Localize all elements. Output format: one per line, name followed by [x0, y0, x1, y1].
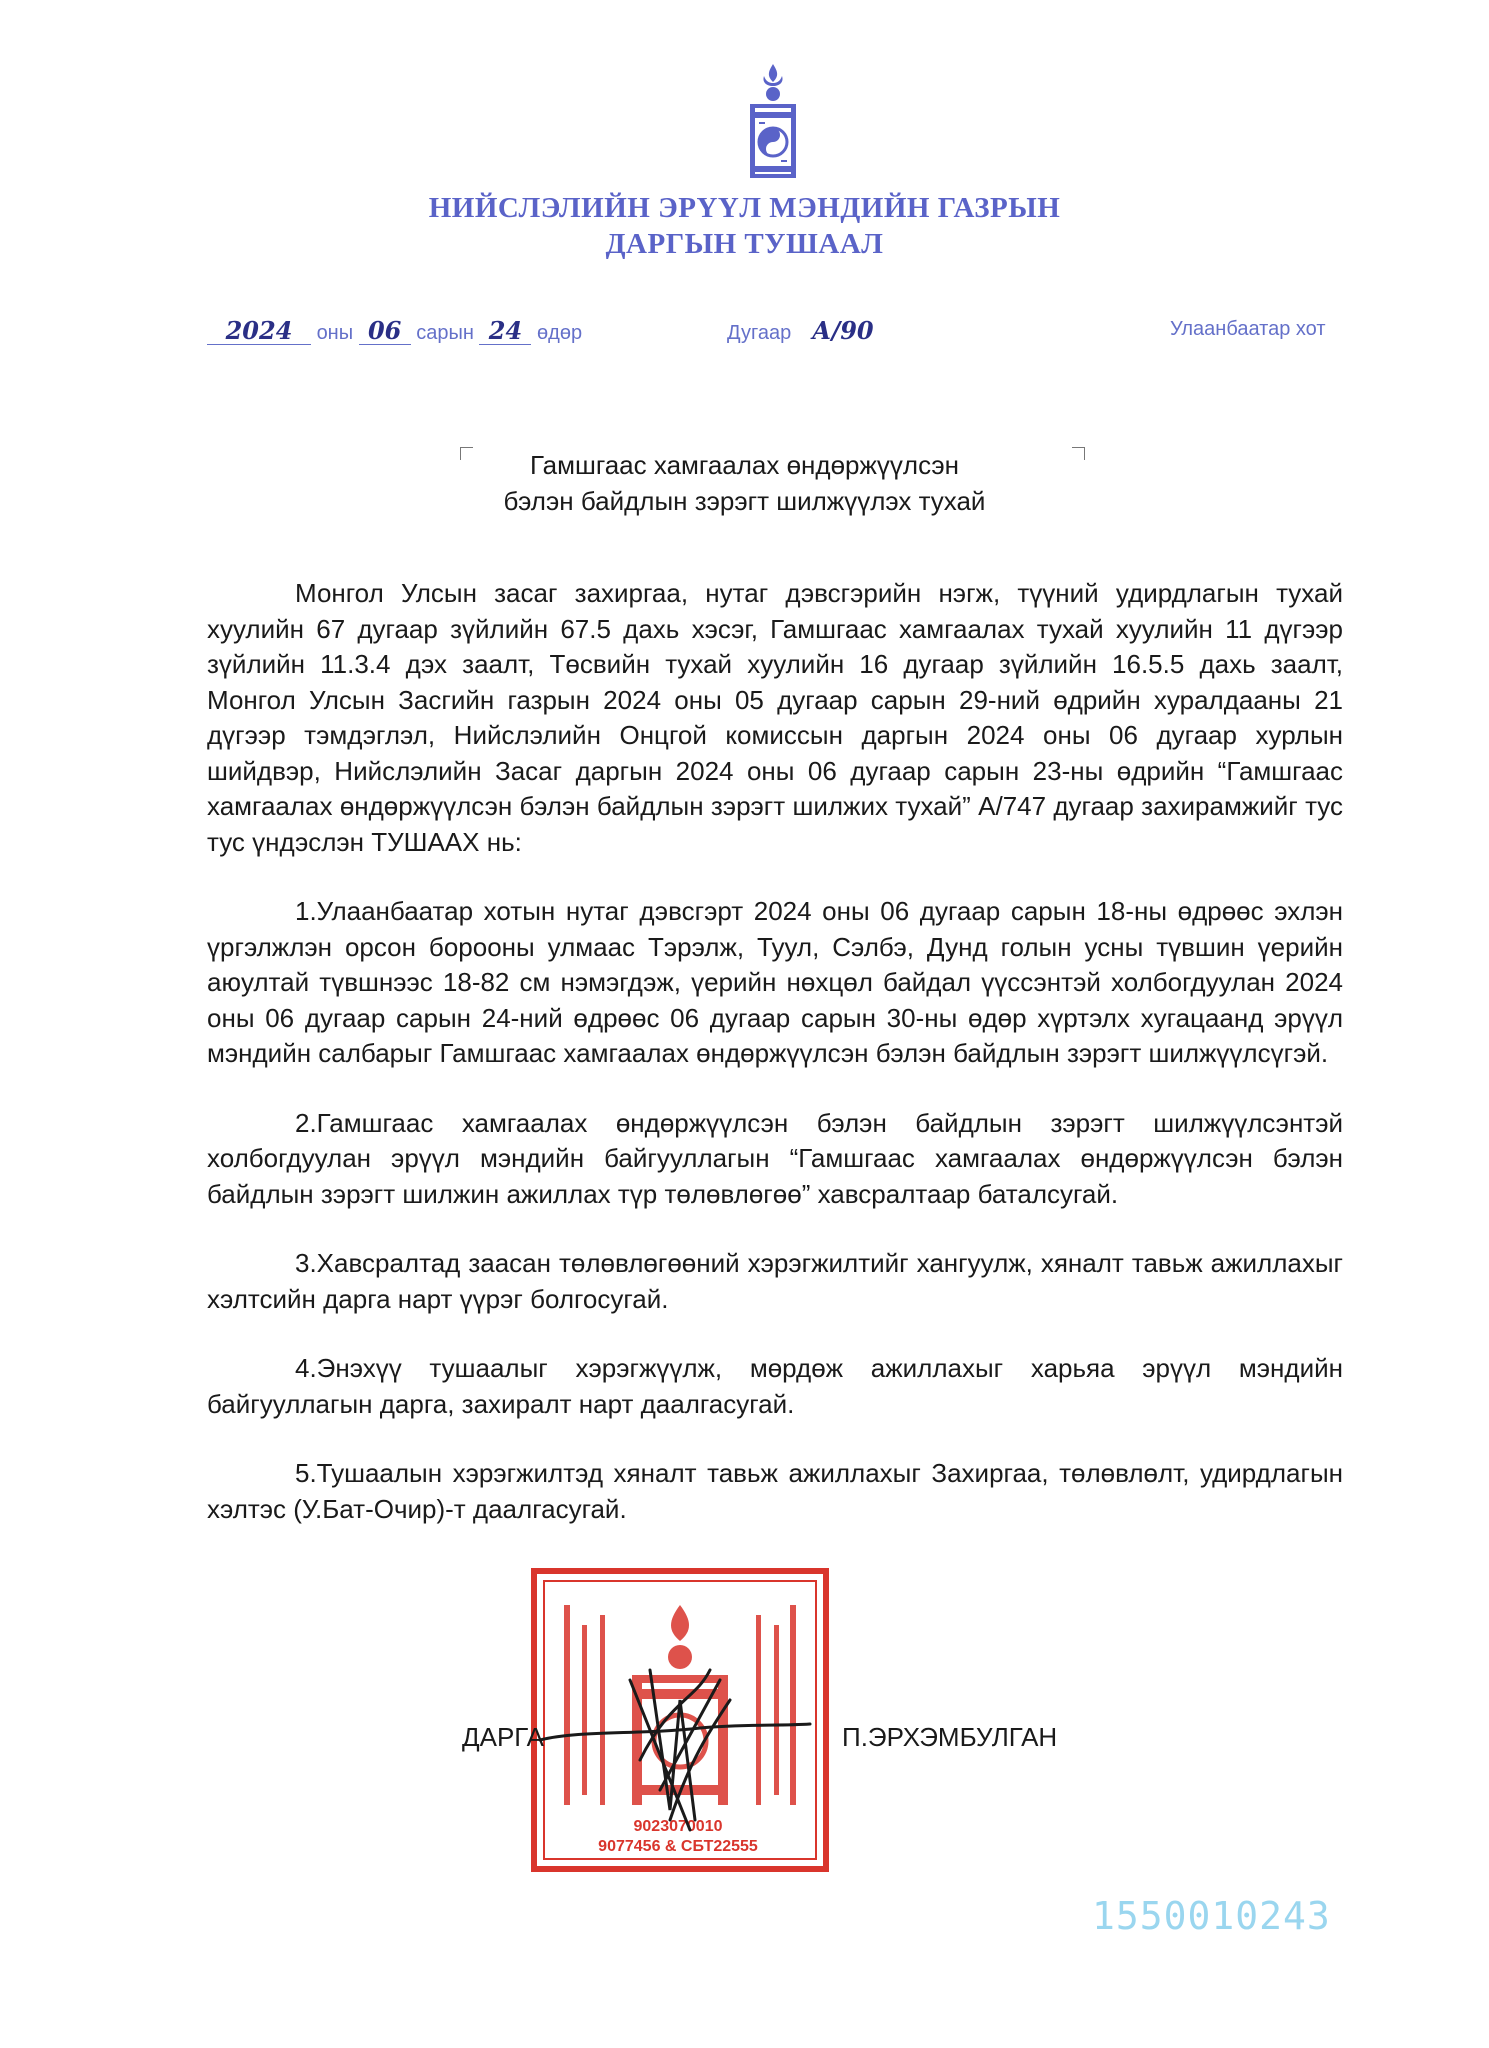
preamble-paragraph: Монгол Улсын засаг захиргаа, нутаг дэвсгэрийн нэгж, түүний удирдлагын тухай хуулийн 67 дугаар зүйлийн 67.5 дахь хэсэг, Гамшгаас хамгаалах тухай хуулийн 11 дүгээр зүйлийн 11.3.4 дэх заалт, Төсвийн тухай хуулийн 16 дугаар зүйлийн 16.5.5 дахь заалт, Монгол Улсын Засгийн газрын 2024 оны 05 дугаар сарын 29-ний өдрийн хуралдааны 21 дүгээр тэмдэглэл, Нийслэлийн Онцгой комиссын даргын 2024 оны 06 дугаар хурлын шийдвэр, Нийслэлийн Засаг даргын 2024 оны 06 дугаар сарын 23-ны өдрийн “Гамшгаас хамгаалах өндөржүүлсэн бэлэн байдлын зэрэгт шилжих тухай” А/747 дугаар захирамжийг тус тус үндэслэн ТУШААХ нь:: [207, 578, 1343, 857]
stamp-code-2: 9077456 & СБТ22555: [598, 1838, 758, 1855]
order-item-1: 1.Улаанбаатар хотын нутаг дэвсгэрт 2024 оны 06 дугаар сарын 18-ны өдрөөс эхлэн үргэлжлэн орсон борооны улмаас Тэрэлж, Туул, Сэлбэ, Дунд голын усны түвшин үерийн аюултай түвшнээс 18-82 см нэмэгдэж, үерийн нөхцөл байдал үүссэнтэй холбогдуулан 2024 оны 06 дугаар сарын 24-ний өдрөөс 06 дугаар сарын 30-ны өдөр хүртэлх хугацаанд эрүүл мэндийн салбарыг Гамшгаас хамгаалах өндөржүүлсэн бэлэн байдлын зэрэгт шилжүүлсүгэй.: [207, 896, 1343, 1068]
date-line: [207, 318, 582, 345]
subject-line2: бэлэн байдлын зэрэгт шилжүүлэх тухай: [503, 486, 986, 516]
signer-name: П.ЭРХЭМБУЛГАН: [842, 1722, 1058, 1752]
order-number-label: Дугаар: [727, 322, 792, 344]
subject-line1: Гамшгаас хамгаалах өндөржүүлсэн: [530, 450, 959, 480]
stamp-code-1: 9023070010: [633, 1818, 723, 1835]
order-item-2: 2.Гамшгаас хамгаалах өндөржүүлсэн бэлэн байдлын зэрэгт шилжүүлсэнтэй холбогдуулан эрүүл мэндийн байгууллагын “Гамшгаас хамгаалах өндөржүүлсэн бэлэн байдлын зэрэгт шилжин ажиллах түр төлөвлөгөө” хавсралтаар баталсугай.: [207, 1107, 1343, 1209]
order-number-line: [727, 318, 889, 345]
signer-title: ДАРГА: [462, 1722, 544, 1752]
date-month-suffix: сарын: [416, 322, 474, 344]
city-label: Улаанбаатар хот: [1170, 318, 1326, 340]
handwritten-signature-icon: [520, 1640, 820, 1840]
date-month: 06: [359, 318, 411, 345]
order-number: А/90: [811, 316, 874, 345]
date-day: 24: [479, 318, 531, 345]
date-year-suffix: оны: [316, 322, 354, 344]
order-item-5: 5.Тушаалын хэрэгжилтэд хяналт тавьж ажиллахыг Захиргаа, төлөвлөлт, удирдлагын хэлтэс (У.Бат-Очир)-т даалгасугай.: [207, 1458, 1343, 1524]
order-body: [207, 576, 1343, 1527]
soyombo-emblem-icon: [740, 62, 806, 182]
org-title-line2: ДАРГЫН ТУШААЛ: [605, 228, 884, 260]
date-year: 2024: [207, 318, 311, 345]
date-day-suffix: өдөр: [537, 322, 583, 344]
document-serial-number: 1550010243: [1092, 1894, 1331, 1938]
order-item-3: 3.Хавсралтад заасан төлөвлөгөөний хэрэгжилтийг хангуулж, хяналт тавьж ажиллахыг хэлтсийн дарга нарт үүрэг болгосугай.: [207, 1248, 1343, 1314]
order-item-4: 4.Энэхүү тушаалыг хэрэгжүүлж, мөрдөж ажиллахыг харьяа эрүүл мэндийн байгууллагын дарга, захиралт нарт даалгасугай.: [207, 1353, 1343, 1419]
org-title-line1: НИЙСЛЭЛИЙН ЭРҮҮЛ МЭНДИЙН ГАЗРЫН: [428, 192, 1061, 224]
